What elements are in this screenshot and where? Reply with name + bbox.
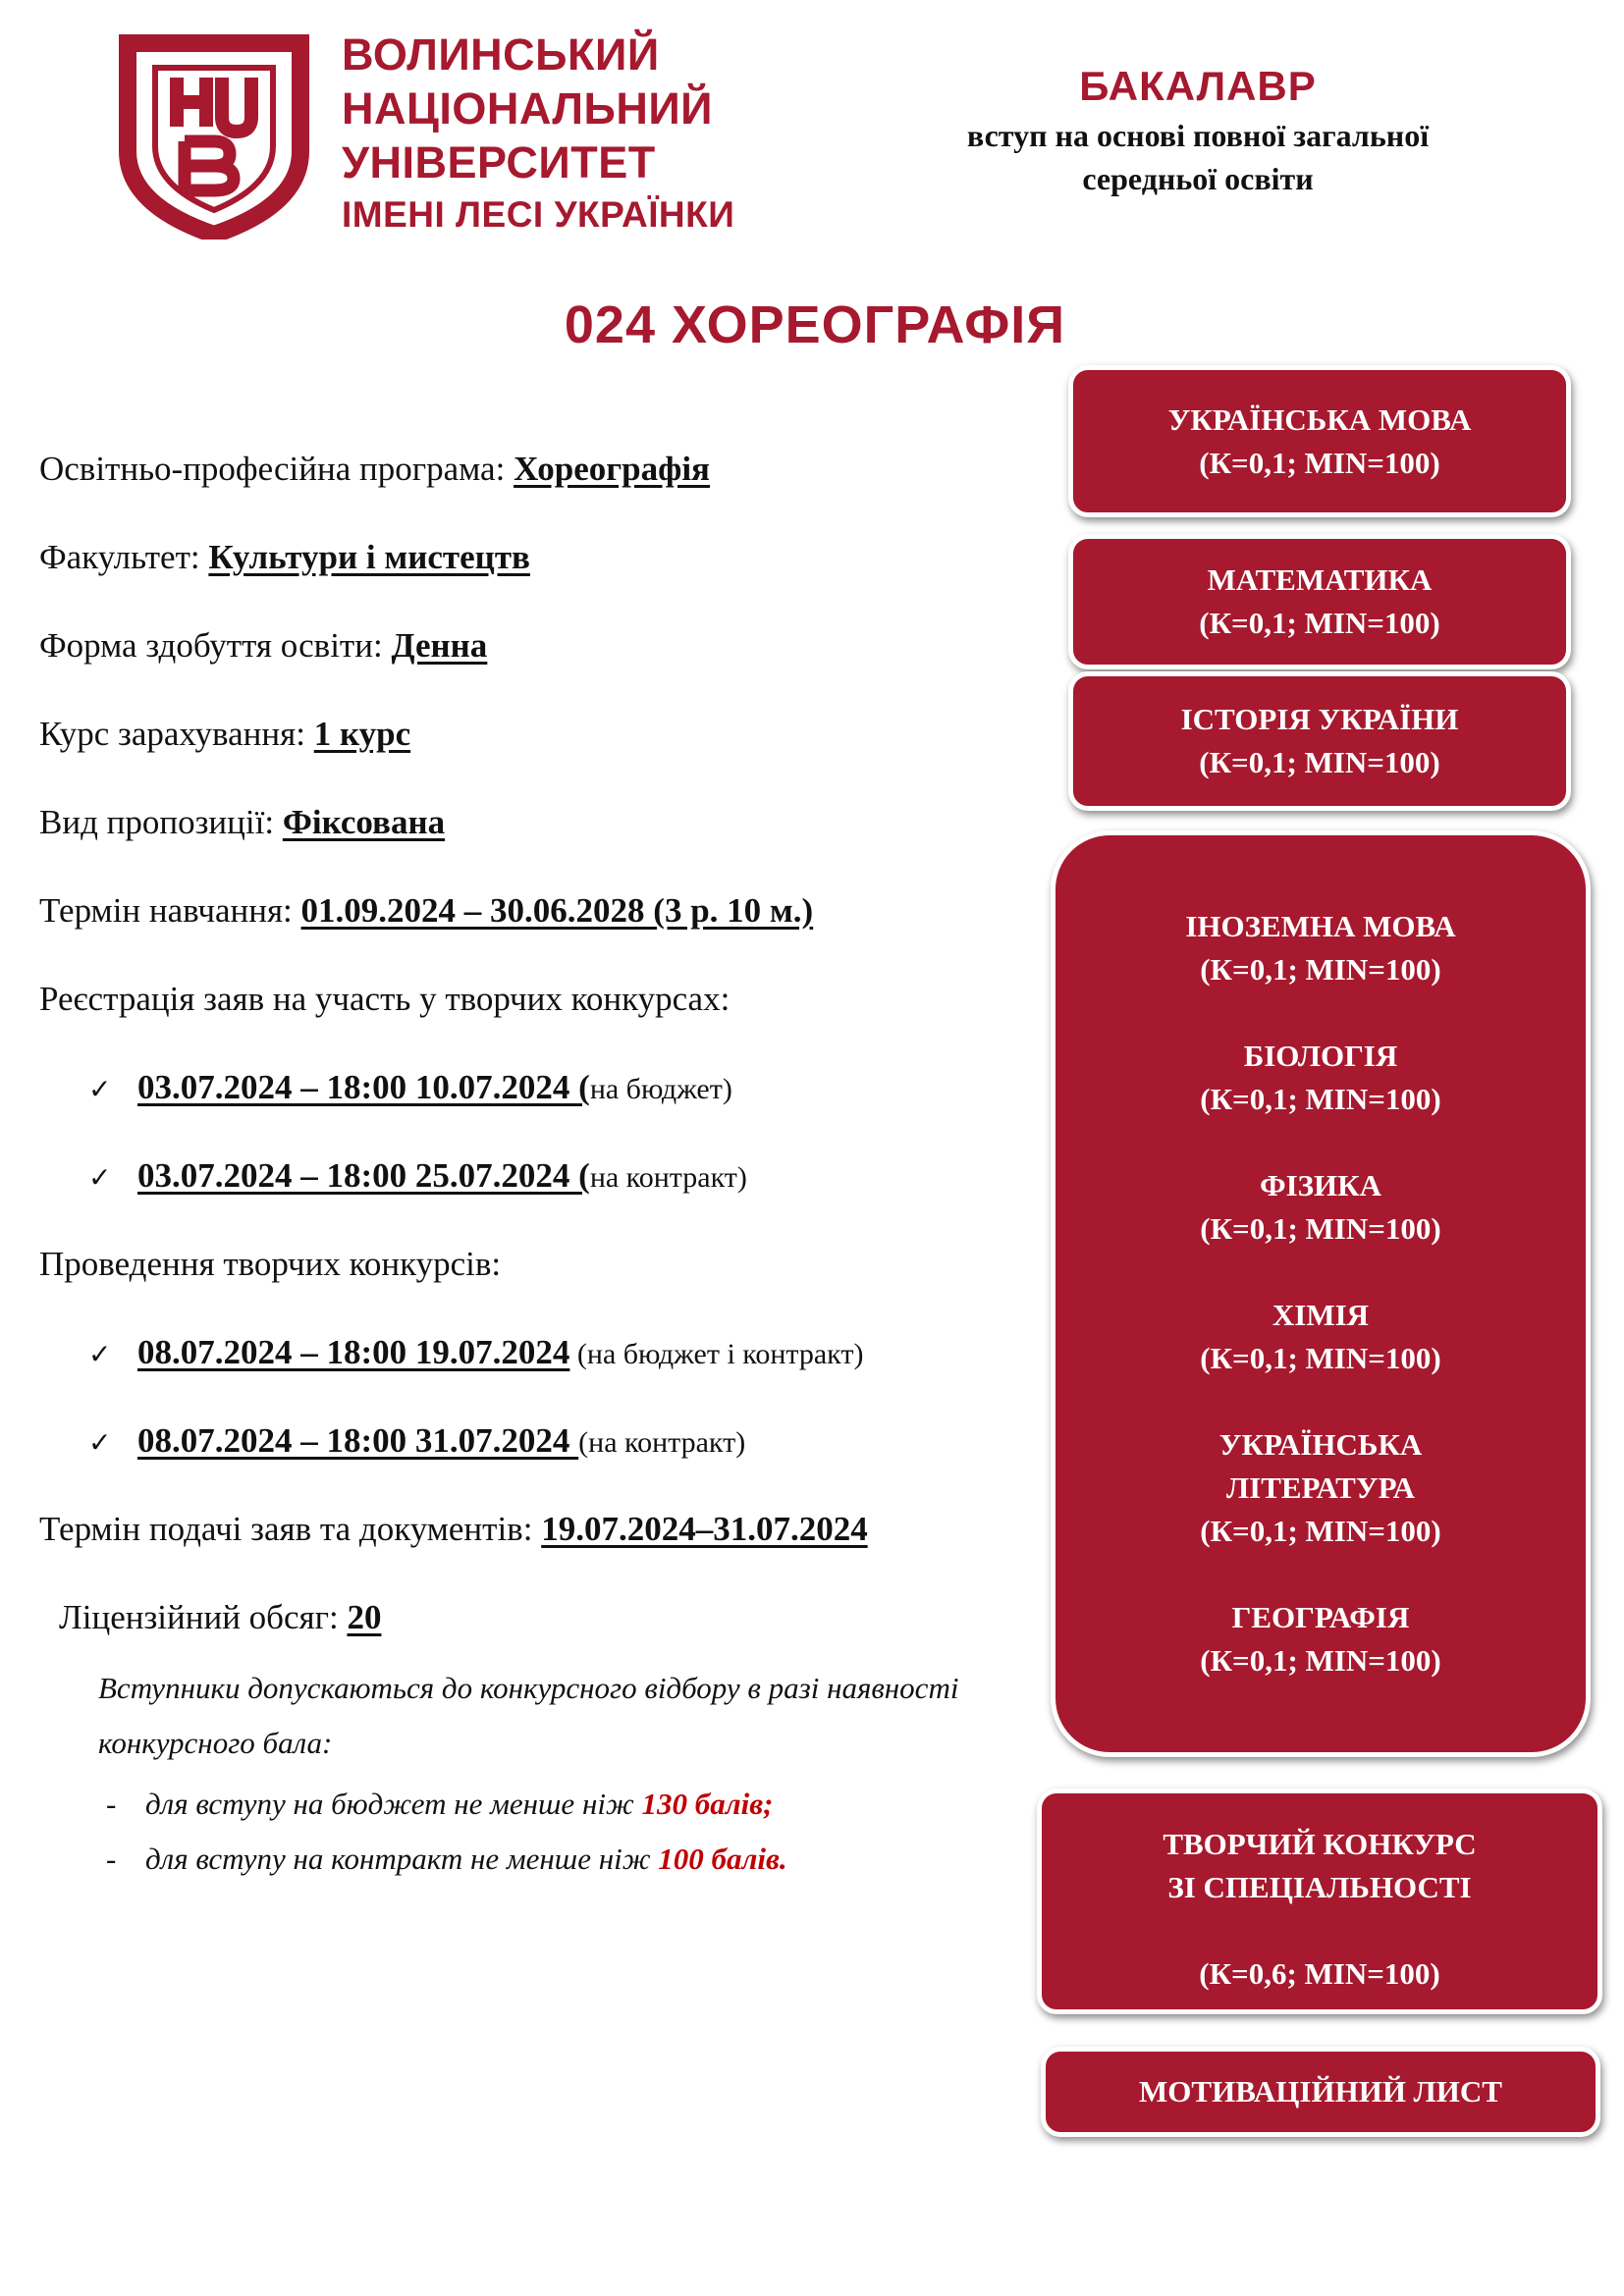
subject-coefficient: (К=0,1; MIN=100) bbox=[1200, 952, 1441, 987]
offer-row bbox=[39, 801, 445, 844]
elective-subject bbox=[1185, 905, 1455, 991]
course-row bbox=[39, 713, 410, 756]
course-label: Курс зарахування: bbox=[39, 715, 314, 753]
license-label: Ліцензійний обсяг: bbox=[59, 1598, 348, 1636]
admission-basis-line2: середньої освіти bbox=[1082, 161, 1314, 196]
threshold-contract bbox=[106, 1840, 787, 1879]
subject-coefficient: (К=0,1; MIN=100) bbox=[1200, 1341, 1441, 1375]
university-name bbox=[342, 27, 813, 240]
check-icon: ✓ bbox=[88, 1163, 112, 1194]
contest-item bbox=[88, 1419, 745, 1466]
subject-coefficient: (К=0,1; MIN=100) bbox=[1200, 1514, 1441, 1548]
subject-coefficient: (К=0,6; MIN=100) bbox=[1199, 1956, 1440, 1991]
subject-box-history bbox=[1068, 671, 1571, 811]
contest-dates: 08.07.2024 – 18:00 31.07.2024 bbox=[137, 1421, 579, 1460]
dash-bullet: - bbox=[106, 1842, 117, 1876]
elective-subject bbox=[1200, 1164, 1441, 1251]
creative-contest-line1: ТВОРЧИЙ КОНКУРС bbox=[1163, 1827, 1477, 1861]
term-row bbox=[39, 889, 813, 933]
subject-coefficient: (К=0,1; MIN=100) bbox=[1200, 1082, 1441, 1116]
admission-basis-line1: вступ на основі повної загальної bbox=[966, 118, 1430, 153]
contest-dates: 08.07.2024 – 18:00 19.07.2024 bbox=[137, 1333, 570, 1371]
program-row bbox=[39, 448, 710, 491]
registration-item bbox=[88, 1066, 732, 1112]
specialty-title: 024 ХОРЕОГРАФІЯ bbox=[564, 295, 1066, 354]
subject-box-ukrainian-language bbox=[1068, 365, 1571, 517]
registration-dates: 03.07.2024 – 18:00 10.07.2024 ( bbox=[137, 1068, 590, 1106]
contests-label: Проведення творчих конкурсів: bbox=[39, 1245, 502, 1283]
subject-name: УКРАЇНСЬКА МОВА bbox=[1167, 401, 1472, 437]
contest-note: (на бюджет і контракт) bbox=[569, 1338, 864, 1370]
elective-subject bbox=[1200, 1294, 1441, 1380]
check-icon: ✓ bbox=[88, 1075, 112, 1105]
registration-note: на контракт) bbox=[589, 1161, 747, 1194]
threshold-text: для вступу на бюджет не менше ніж bbox=[145, 1787, 642, 1821]
creative-contest-line2: ЗІ СПЕЦІАЛЬНОСТІ bbox=[1167, 1870, 1472, 1904]
university-logo bbox=[116, 33, 312, 240]
elective-subject bbox=[1200, 1423, 1441, 1553]
program-label: Освітньо-професійна програма: bbox=[39, 450, 514, 488]
elective-subject bbox=[1200, 1596, 1441, 1682]
elective-subject bbox=[1200, 1035, 1441, 1121]
subject-coefficient: (К=0,1; MIN=100) bbox=[1200, 1643, 1441, 1678]
subject-box-elective bbox=[1051, 830, 1591, 1757]
program-value: Хореографія bbox=[514, 450, 710, 488]
threshold-score: 130 балів; bbox=[641, 1787, 774, 1821]
registration-dates: 03.07.2024 – 18:00 25.07.2024 ( bbox=[137, 1156, 590, 1195]
form-label: Форма здобуття освіти: bbox=[39, 626, 392, 665]
docs-label: Термін подачі заяв та документів: bbox=[39, 1510, 542, 1548]
license-value: 20 bbox=[347, 1598, 382, 1636]
university-name-line1: ВОЛИНСЬКИЙ bbox=[342, 29, 660, 80]
subject-box-creative-contest bbox=[1037, 1789, 1602, 2014]
subject-coefficient: (К=0,1; MIN=100) bbox=[1199, 445, 1440, 480]
term-value: 01.09.2024 – 30.06.2028 (3 р. 10 м.) bbox=[300, 891, 814, 930]
subject-box-motivation-letter bbox=[1041, 2047, 1600, 2137]
subject-coefficient: (К=0,1; MIN=100) bbox=[1199, 745, 1440, 779]
offer-value: Фіксована bbox=[282, 803, 446, 841]
university-name-line4: ІМЕНІ ЛЕСІ УКРАЇНКИ bbox=[342, 194, 735, 235]
check-icon: ✓ bbox=[88, 1428, 112, 1459]
subject-name: БІОЛОГІЯ bbox=[1243, 1039, 1398, 1073]
threshold-score: 100 балів. bbox=[658, 1842, 787, 1876]
motivation-letter-label: МОТИВАЦІЙНИЙ ЛИСТ bbox=[1139, 2074, 1502, 2109]
term-label: Термін навчання: bbox=[39, 891, 301, 930]
subject-name-line2: ЛІТЕРАТУРА bbox=[1226, 1470, 1415, 1505]
subject-name: УКРАЇНСЬКА bbox=[1218, 1427, 1423, 1462]
subject-name: МАТЕМАТИКА bbox=[1207, 562, 1433, 597]
form-row bbox=[39, 624, 487, 667]
degree-header bbox=[884, 59, 1512, 200]
subject-name: ІНОЗЕМНА МОВА bbox=[1185, 909, 1456, 943]
subject-coefficient: (К=0,1; MIN=100) bbox=[1200, 1211, 1441, 1246]
admission-note-line2: конкурсного бала: bbox=[98, 1726, 333, 1760]
docs-row bbox=[39, 1508, 868, 1551]
contest-note: (на контракт) bbox=[578, 1426, 746, 1459]
threshold-text: для вступу на контракт не менше ніж bbox=[145, 1842, 659, 1876]
offer-label: Вид пропозиції: bbox=[39, 803, 283, 841]
check-icon: ✓ bbox=[88, 1340, 112, 1370]
admission-note-line1: Вступники допускаються до конкурсного відбору в разі наявності bbox=[98, 1671, 959, 1705]
university-name-line2: НАЦІОНАЛЬНИЙ bbox=[342, 83, 714, 133]
degree-title: БАКАЛАВР bbox=[1079, 63, 1317, 109]
subject-name: ГЕОГРАФІЯ bbox=[1231, 1600, 1410, 1634]
threshold-budget bbox=[106, 1785, 774, 1824]
subject-name: ХІМІЯ bbox=[1272, 1298, 1370, 1332]
registration-item bbox=[88, 1154, 747, 1201]
faculty-row bbox=[39, 536, 530, 579]
faculty-label: Факультет: bbox=[39, 538, 209, 576]
faculty-value: Культури і мистецтв bbox=[208, 538, 530, 576]
subject-box-math bbox=[1068, 534, 1571, 669]
form-value: Денна bbox=[391, 626, 488, 665]
contest-item bbox=[88, 1331, 863, 1377]
docs-value: 19.07.2024–31.07.2024 bbox=[541, 1510, 868, 1548]
registration-label: Реєстрація заяв на участь у творчих конкурсах: bbox=[39, 980, 731, 1018]
course-value: 1 курс bbox=[313, 715, 411, 753]
university-name-line3: УНІВЕРСИТЕТ bbox=[342, 137, 656, 187]
license-row bbox=[59, 1596, 381, 1639]
registration-note: на бюджет) bbox=[589, 1073, 732, 1105]
subject-coefficient: (К=0,1; MIN=100) bbox=[1199, 606, 1440, 640]
subject-name: ФІЗИКА bbox=[1259, 1168, 1382, 1202]
dash-bullet: - bbox=[106, 1787, 117, 1821]
subject-name: ІСТОРІЯ УКРАЇНИ bbox=[1180, 702, 1459, 736]
